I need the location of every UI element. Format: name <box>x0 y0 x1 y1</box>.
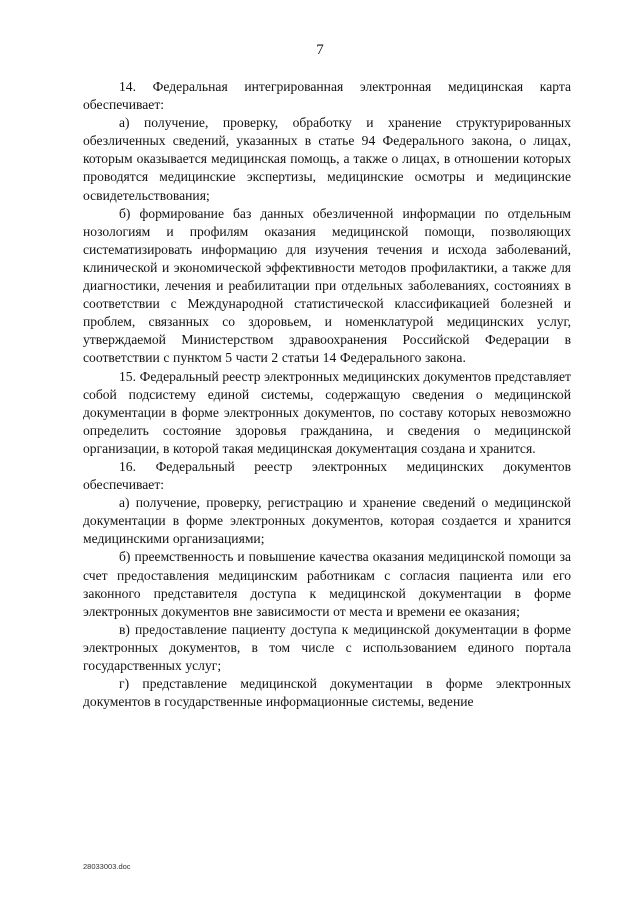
paragraph-16a: а) получение, проверку, регистрацию и хранение сведений о медицинской документации в форме электронных документов, которая создается и хранится медицинскими организациями; <box>83 495 571 547</box>
paragraph-16b: б) преемственность и повышение качества оказания медицинской помощи за счет предоставления медицинским работникам с согласия пациента или его законного представителя доступа к медицинской документации в форме электронных документов вне зависимости от места и времени ее оказания; <box>83 549 571 619</box>
paragraph-14: 14. Федеральная интегрированная электронная медицинская карта обеспечивает: <box>83 79 571 113</box>
footer-filename: 28033003.doc <box>83 862 131 871</box>
document-body <box>83 78 571 711</box>
page-number: 7 <box>316 42 324 58</box>
paragraph-16v: в) предоставление пациенту доступа к медицинской документации в форме электронных документов, в том числе с использованием единого портала государственных услуг; <box>83 621 571 673</box>
paragraph-15: 15. Федеральный реестр электронных медицинских документов представляет собой подсистему единой системы, содержащую сведения о медицинской документации в форме электронных документов, по составу которых невозможно определить состояние здоровья гражданина, и сведения о медицинской организации, в которой такая медицинская документация создана и хранится. <box>83 368 571 456</box>
paragraph-14b: б) формирование баз данных обезличенной информации по отдельным нозологиям и профилям оказания медицинской помощи, позволяющих систематизировать информацию для изучения течения и исхода заболеваний, клинической и экономической эффективности методов профилактики, а также для диагностики, лечения и реабилитации при отдельных заболеваниях, состояниях в соответствии с Международной статистической классификацией болезней и проблем, связанных со здоровьем, и номенклатурой медицинских услуг, утверждаемой Министерством здравоохранения Российской Федерации в соответствии с пунктом 5 части 2 статьи 14 Федерального закона. <box>83 205 571 366</box>
paragraph-14a: а) получение, проверку, обработку и хранение структурированных обезличенных сведений, указанных в статье 94 Федерального закона, о лицах, которым оказывается медицинская помощь, а также о лицах, в отношении которых проводятся медицинские экспертизы, медицинские осмотры и медицинские освидетельствования; <box>83 115 571 203</box>
paragraph-16: 16. Федеральный реестр электронных медицинских документов обеспечивает: <box>83 458 571 493</box>
paragraph-16g: г) представление медицинской документации в форме электронных документов в государственные информационные системы, ведение <box>83 676 571 710</box>
